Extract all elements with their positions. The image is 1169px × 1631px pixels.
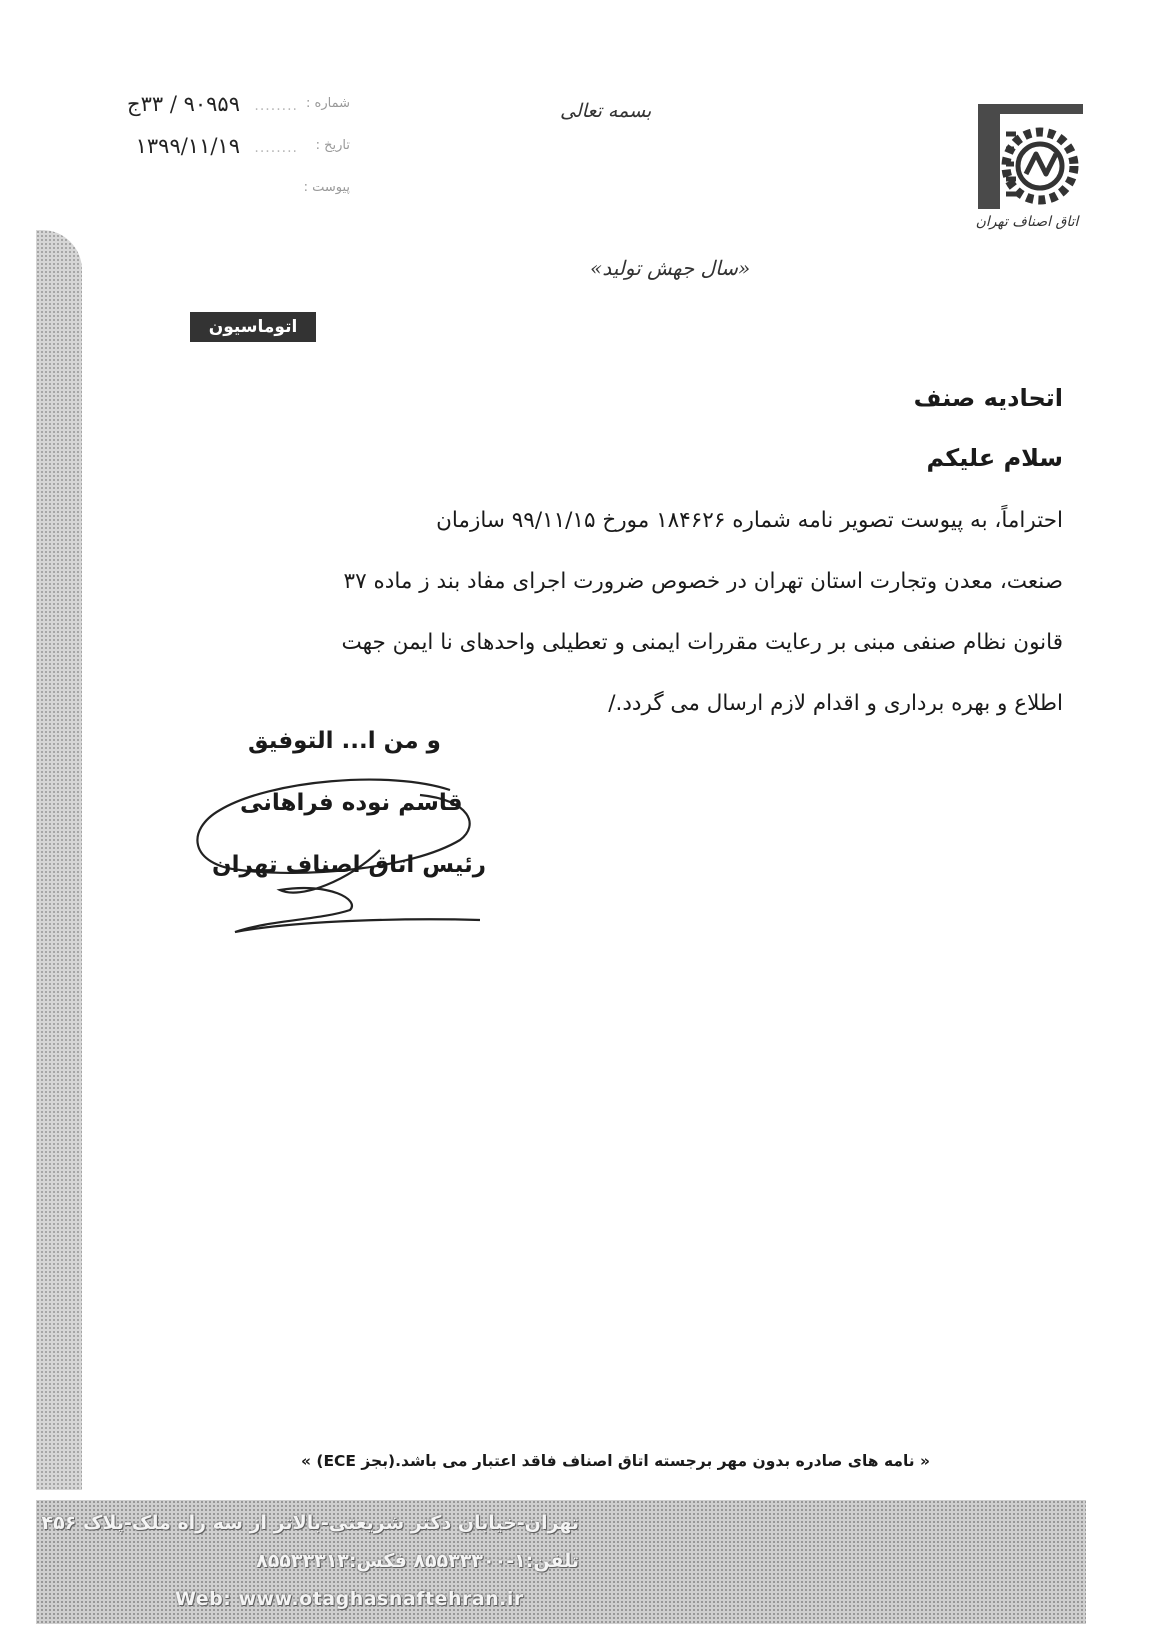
letter-attachment-label: پیوست : — [303, 180, 350, 195]
validity-notice: « نامه های صادره بدون مهر برجسته اتاق اصناف فاقد اعتبار می باشد.(بجز ECE) » — [300, 1452, 930, 1470]
dots: ........ — [254, 140, 298, 156]
footer-phones: تلفن:۱-۸۵۵۳۳۳۰۰ فکس:۸۵۵۳۳۳۱۳ — [256, 1550, 579, 1572]
letter-number-value: ۹۰۹۵۹ / ۳۳ج — [127, 92, 240, 116]
left-decorative-band — [36, 230, 82, 1490]
signer-title: رئیس اتاق اصناف تهران — [212, 852, 487, 878]
greeting-heading: سلام علیکم — [926, 444, 1063, 472]
gear-logo-icon — [978, 104, 1083, 209]
letter-number-row — [120, 92, 350, 120]
letter-date-label: تاریخ : — [315, 138, 350, 153]
body-line: قانون نظام صنفی مبنی بر رعایت مقررات ایمنی و تعطیلی واحدهای نا ایمن جهت — [341, 630, 1063, 655]
logo-caption: اتاق اصناف تهران — [975, 214, 1079, 230]
dots: ........ — [254, 98, 298, 114]
chamber-logo — [978, 104, 1083, 209]
footer-web: Web: www.otaghasnaftehran.ir — [175, 1588, 524, 1610]
year-motto: «سال جهش تولید» — [590, 256, 751, 280]
recipient-heading: اتحادیه صنف — [913, 384, 1063, 412]
letter-date-row — [120, 134, 350, 162]
invocation-text: بسمه تعالی — [560, 100, 652, 122]
letter-number-label: شماره : — [306, 96, 350, 111]
letter-attachment-row — [120, 178, 350, 202]
body-line: اطلاع و بهره برداری و اقدام لازم ارسال می گردد./ — [608, 691, 1063, 716]
body-line: احتراماً، به پیوست تصویر نامه شماره ۱۸۴۶۲۶ مورخ ۹۹/۱۱/۱۵ سازمان — [436, 508, 1063, 533]
signer-name: قاسم نوده فراهانی — [240, 790, 463, 816]
letter-date-value: ۱۳۹۹/۱۱/۱۹ — [135, 134, 240, 158]
footer-address: تهران-خیابان دکتر شریعتی-بالاتر از سه راه ملک-پلاک ۴۵۶ — [41, 1512, 579, 1534]
office-automation-stamp: اتوماسیون اداری — [190, 312, 316, 342]
closing-text: و من ا... التوفیق — [248, 728, 441, 754]
body-line: صنعت، معدن وتجارت استان تهران در خصوص ضرورت اجرای مفاد بند ز ماده ۳۷ — [343, 569, 1063, 594]
letter-body — [193, 490, 1063, 734]
